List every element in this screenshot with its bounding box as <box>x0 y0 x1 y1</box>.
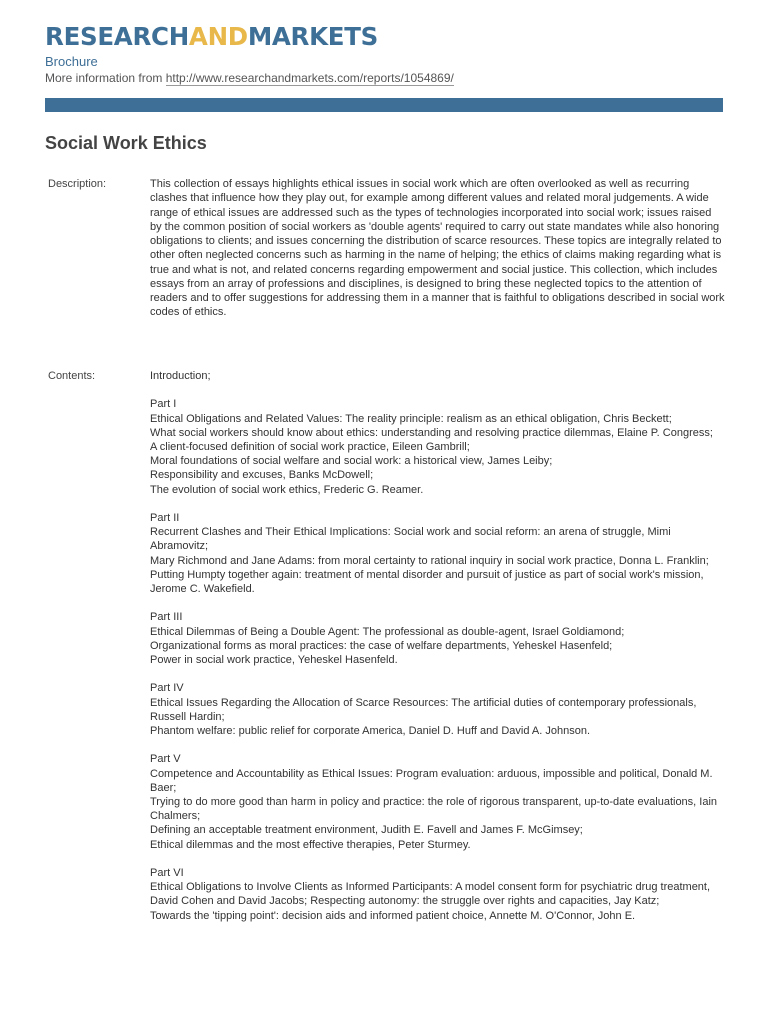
contents-line: Part II <box>150 512 180 524</box>
contents-list <box>150 369 725 937</box>
contents-label: Contents: <box>48 370 96 382</box>
contents-line: What social workers should know about ethics: understanding and resolving practice dilemmas, Elaine P. Congress; <box>150 426 713 439</box>
contents-section <box>150 681 725 738</box>
logo-markets: MARKETS <box>247 22 378 51</box>
contents-line: Ethical Obligations to Involve Clients as Informed Participants: A model consent form for psychiatric drug treatment, David Cohen and David Jacobs; Respecting autonomy: the struggle over rights and capacities, Jay Katz; <box>150 881 711 908</box>
contents-line: Part VI <box>150 867 184 880</box>
contents-line: Defining an acceptable treatment environment, Judith E. Favell and James F. McGimsey; <box>150 824 583 837</box>
contents-line: A client-focused definition of social work practice, Eileen Gambrill; <box>150 441 470 453</box>
contents-line: Recurrent Clashes and Their Ethical Implications: Social work and social reform: an arena of struggle, Mimi Abramovitz; <box>150 526 671 553</box>
contents-line: Putting Humpty together again: treatment of mental disorder and pursuit of justice as part of social work's mission, Jerome C. Wakefield. <box>150 568 704 596</box>
contents-line: Competence and Accountability as Ethical Issues: Program evaluation: arduous, impossible and political, Donald M. Baer; <box>150 767 713 794</box>
more-info-line <box>45 70 454 86</box>
contents-line: Organizational forms as moral practices: the case of welfare departments, Yeheskel Hasenfeld; <box>150 639 613 652</box>
contents-line: Responsibility and excuses, Banks McDowell; <box>150 469 374 482</box>
contents-section <box>150 610 725 667</box>
contents-line: The evolution of social work ethics, Frederic G. Reamer. <box>150 483 424 496</box>
page-title: Social Work Ethics <box>45 133 207 153</box>
more-info-prefix: More information from <box>45 71 166 85</box>
contents-line: Power in social work practice, Yeheskel Hasenfeld. <box>150 654 398 667</box>
contents-line: Part IV <box>150 682 184 695</box>
brochure-label: Brochure <box>45 54 98 69</box>
contents-section <box>150 866 725 923</box>
contents-line: Ethical Issues Regarding the Allocation of Scarce Resources: The artificial duties of contemporary professionals, Russell Hardin; <box>150 696 697 723</box>
description-text: This collection of essays highlights ethical issues in social work which are often overlooked as well as recurring clashes that influence how they play out, for example among different values and related moral judgements. A wide range of ethical issues are addressed such as the types of technologies incorporated into social work; issues raised by the common position of social workers as 'double agents' required to carry out state mandates while also honoring obligations to clients; and issues concerning the distribution of scarce resources. These topics are integrally related to other often neglected concerns such as harming in the name of helping; the ethics of claims making regarding what is true and what is not, and related concerns regarding empowerment and social justice. This collection, which includes essays from an array of professions and disciplines, is designed to bring these neglected topics to the attention of readers and to offer suggestions for addressing them in a manner that is faithful to obligations described in social work codes of ethics. <box>150 178 725 319</box>
report-link[interactable]: http://www.researchandmarkets.com/reports/1054869/ <box>165 71 454 85</box>
header-divider-bar <box>45 98 723 112</box>
contents-line: Part V <box>150 753 181 766</box>
contents-section <box>150 369 725 383</box>
logo-research: RESEARCH <box>45 22 189 51</box>
contents-line: Moral foundations of social welfare and social work: a historical view, James Leiby; <box>150 455 553 468</box>
contents-line: Ethical dilemmas and the most effective therapies, Peter Sturmey. <box>150 838 471 851</box>
contents-line: Towards the 'tipping point': decision aids and informed patient choice, Annette M. O'Connor, John E. <box>150 909 636 922</box>
contents-section <box>150 397 725 496</box>
company-logo <box>45 22 378 52</box>
contents-line: Part I <box>150 398 177 411</box>
contents-line: Introduction; <box>150 370 211 382</box>
contents-line: Mary Richmond and Jane Adams: from moral certainty to rational inquiry in social work practice, Donna L. Franklin; <box>150 554 709 567</box>
contents-line: Part III <box>150 611 183 624</box>
description-label: Description: <box>48 178 107 190</box>
contents-line: Ethical Dilemmas of Being a Double Agent: The professional as double-agent, Israel Goldiamond; <box>150 625 625 638</box>
contents-section <box>150 752 725 851</box>
contents-section <box>150 511 725 596</box>
contents-line: Phantom welfare: public relief for corporate America, Daniel D. Huff and David A. Johnson. <box>150 725 591 738</box>
contents-line: Ethical Obligations and Related Values: The reality principle: realism as an ethical obligation, Chris Beckett; <box>150 412 672 425</box>
logo-and: AND <box>188 22 248 51</box>
contents-line: Trying to do more good than harm in policy and practice: the role of rigorous transparent, up-to-date evaluations, Iain Chalmers; <box>150 796 718 823</box>
